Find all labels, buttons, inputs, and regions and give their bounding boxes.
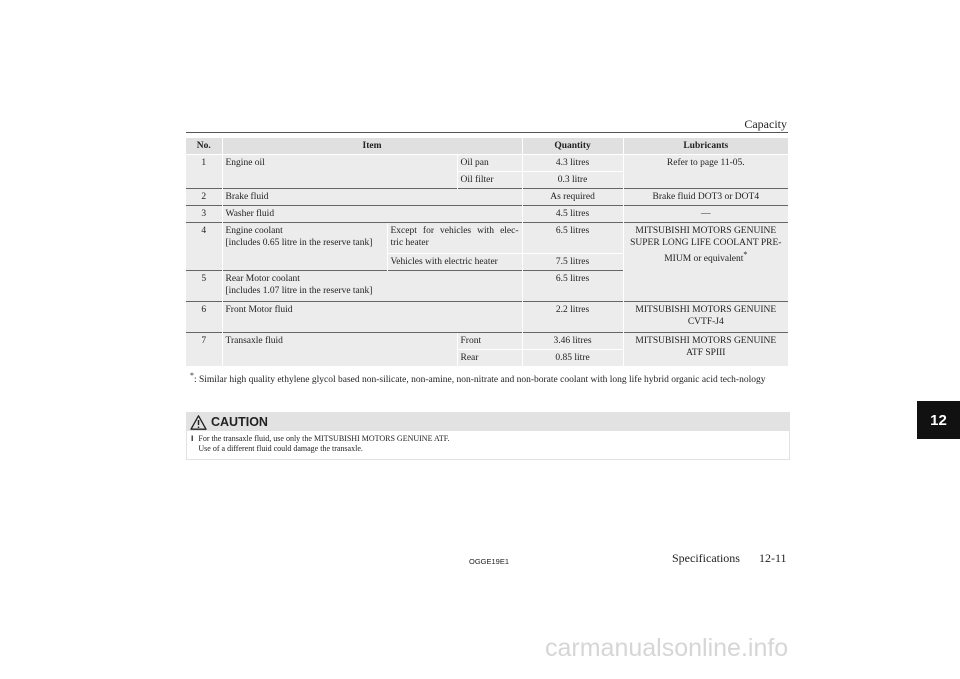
footnote-marker: * [743, 250, 748, 259]
caution-line: Use of a different fluid could damage the transaxle. [198, 444, 363, 453]
page-header-title: Capacity [744, 117, 787, 131]
footer-section-name: Specifications [672, 551, 740, 565]
footnote-text: : Similar high quality ethylene glycol based non-silicate, non-amine, non-nitrate and non-borate coolant with long life hybrid organic acid tech-nology [193, 375, 766, 386]
row-quantity: 6.5 litres [522, 223, 623, 254]
row-item [222, 271, 522, 302]
lubricant-line-text: MIUM or equivalent [664, 254, 744, 265]
row-item: Front Motor fluid [222, 302, 522, 333]
table-header-row [186, 138, 788, 155]
row-item: Transaxle fluid [222, 333, 457, 367]
row-no: 4 [186, 223, 222, 271]
row-lubricant: Brake fluid DOT3 or DOT4 [623, 189, 788, 206]
capacity-table [186, 138, 788, 366]
caution-line: For the transaxle fluid, use only the MITSUBISHI MOTORS GENUINE ATF. [198, 434, 450, 443]
row-no: 7 [186, 333, 222, 367]
header-no: No. [186, 138, 222, 155]
page-number: 12-11 [759, 551, 787, 565]
lubricant-line: MITSUBISHI MOTORS GENUINE [635, 336, 777, 346]
caution-title: CAUTION [211, 415, 268, 429]
row-quantity: As required [522, 189, 623, 206]
row-no: 5 [186, 271, 222, 302]
caution-header [187, 413, 789, 431]
table-row [186, 223, 788, 254]
bullet-icon: l [191, 435, 194, 443]
lubricant-line: ATF SPIII [686, 348, 726, 358]
row-subitem-line2: tric heater [390, 238, 429, 248]
document-code: OGGE19E1 [469, 557, 510, 566]
row-quantity: 2.2 litres [522, 302, 623, 333]
row-item: Washer fluid [222, 206, 522, 223]
lubricant-line: MITSUBISHI MOTORS GENUINE [635, 305, 777, 315]
row-lubricant: — [623, 206, 788, 223]
row-no: 6 [186, 302, 222, 333]
row-quantity: 4.3 litres [522, 155, 623, 172]
footnote-marker: * [190, 371, 194, 380]
lubricant-line: SUPER LONG LIFE COOLANT PRE- [630, 238, 782, 248]
row-item: Engine oil [222, 155, 457, 189]
row-item-note: [includes 1.07 litre in the reserve tank] [225, 286, 373, 296]
row-subitem: Oil filter [457, 172, 522, 189]
row-item-note: [includes 0.65 litre in the reserve tank] [225, 238, 373, 248]
row-quantity: 6.5 litres [522, 271, 623, 302]
row-quantity: 7.5 litres [522, 254, 623, 271]
row-lubricant [623, 302, 788, 333]
row-item-label: Rear Motor coolant [225, 274, 300, 284]
row-no: 3 [186, 206, 222, 223]
row-item [222, 223, 387, 271]
row-lubricant [623, 333, 788, 367]
row-item-label: Engine coolant [225, 226, 283, 236]
lubricant-line: CVTF-J4 [687, 317, 724, 327]
table-row [186, 302, 788, 333]
watermark-text: carmanualsonline.info [545, 634, 789, 662]
row-subitem [387, 223, 522, 254]
section-tab: 12 [917, 401, 960, 439]
header-item: Item [222, 138, 522, 155]
row-quantity: 3.46 litres [522, 333, 623, 350]
caution-text [198, 434, 449, 454]
footnote [190, 369, 788, 387]
table-row [186, 155, 788, 172]
table-row [186, 189, 788, 206]
row-quantity: 4.5 litres [522, 206, 623, 223]
lubricant-line [627, 249, 786, 265]
row-subitem: Vehicles with electric heater [387, 254, 522, 271]
row-subitem: Rear [457, 350, 522, 367]
row-subitem-line1: Except for vehicles with elec- [390, 226, 519, 236]
row-no: 2 [186, 189, 222, 206]
caution-body [187, 431, 789, 457]
row-item: Brake fluid [222, 189, 522, 206]
header-lubricants: Lubricants [623, 138, 788, 155]
row-subitem: Oil pan [457, 155, 522, 172]
row-subitem: Front [457, 333, 522, 350]
row-quantity: 0.85 litre [522, 350, 623, 367]
table-row [186, 206, 788, 223]
table-row [186, 333, 788, 350]
header-rule [186, 132, 788, 133]
caution-box [186, 412, 790, 460]
warning-triangle-icon [190, 415, 207, 430]
row-lubricant: Refer to page 11-05. [623, 155, 788, 189]
lubricant-line: MITSUBISHI MOTORS GENUINE [635, 226, 777, 236]
row-no: 1 [186, 155, 222, 189]
row-lubricant [623, 223, 788, 302]
header-quantity: Quantity [522, 138, 623, 155]
row-quantity: 0.3 litre [522, 172, 623, 189]
